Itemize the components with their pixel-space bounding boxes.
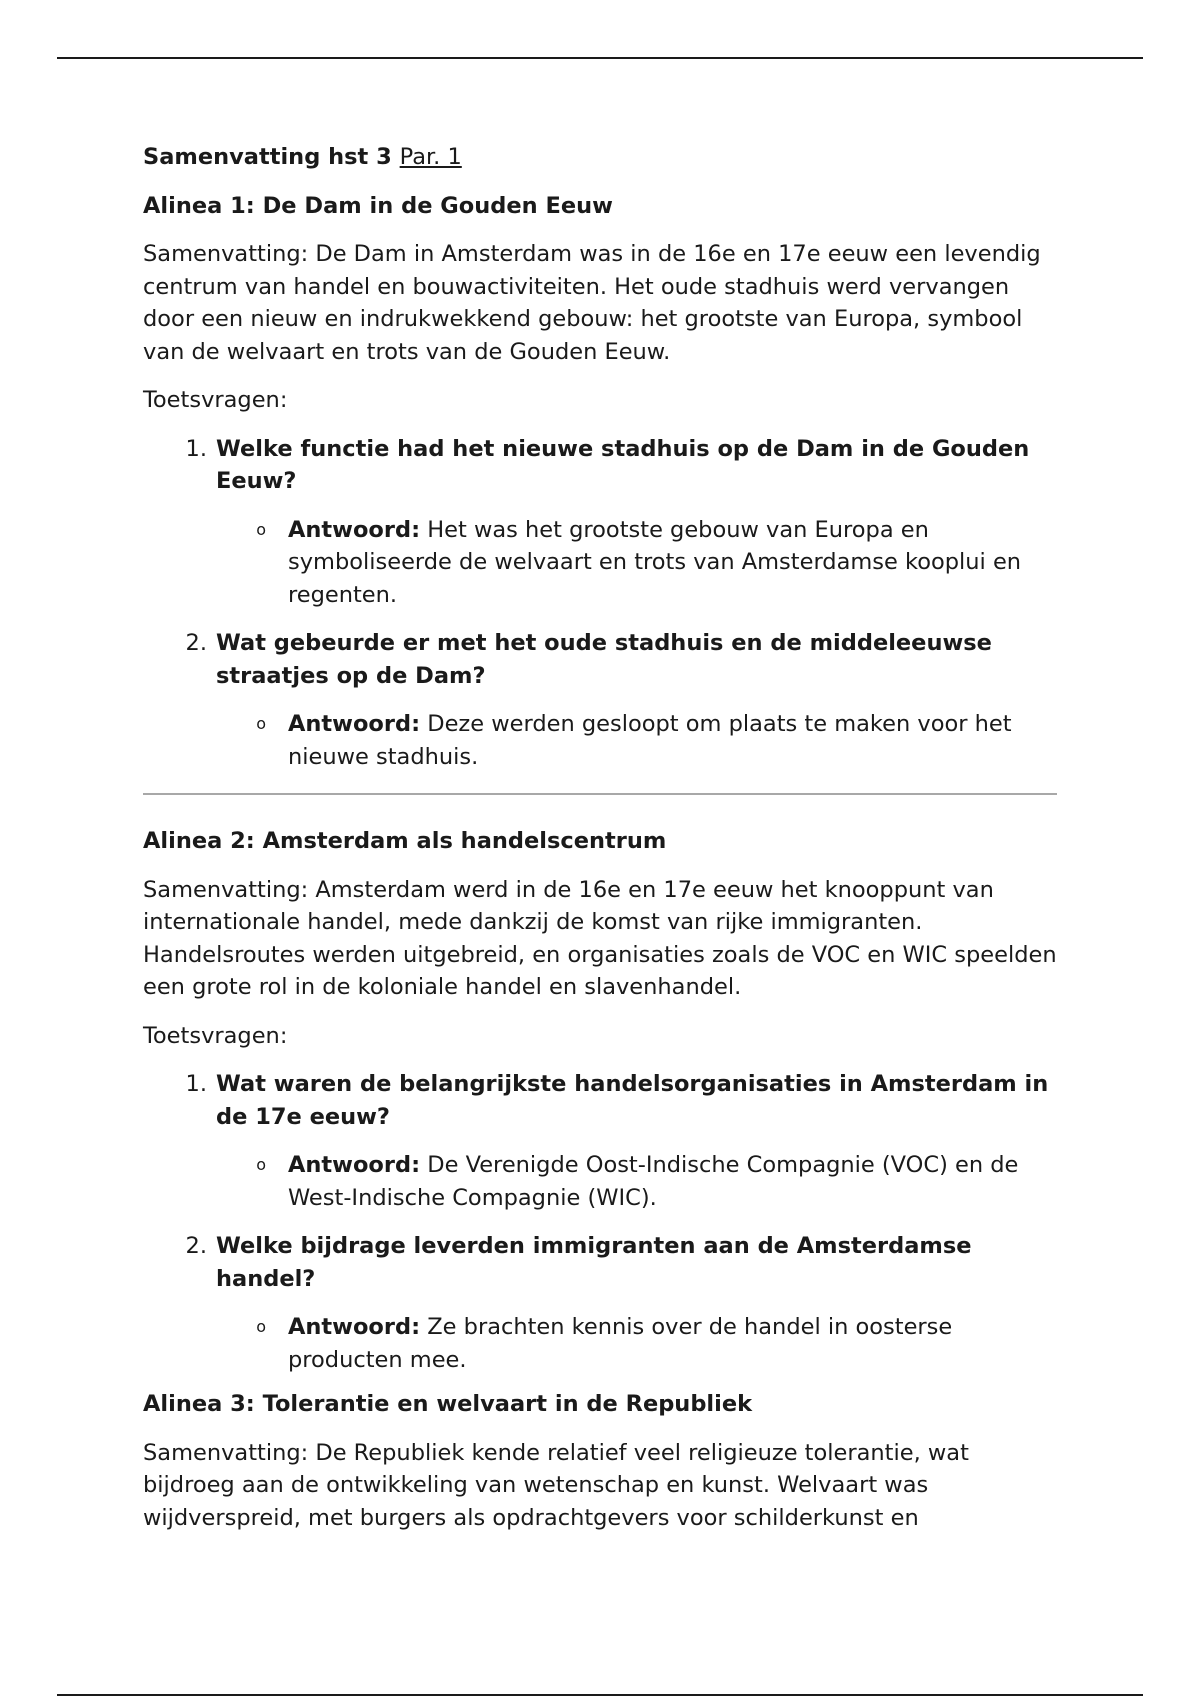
question-number: 2. [185,630,207,656]
question-item [143,1068,1063,1214]
answer-label: Antwoord: [288,1152,421,1178]
question-text: Welke bijdrage leverden immigranten aan de Amsterdamse handel? [216,1233,972,1292]
section-heading: Alinea 1: De Dam in de Gouden Eeuw [143,192,613,219]
answer-item [143,514,1063,612]
hollow-bullet-icon: o [256,1317,266,1336]
questions-label: Toetsvragen: [143,387,288,413]
section-summary: Samenvatting: De Dam in Amsterdam was in de 16e en 17e eeuw een levendig centrum van handel en bouwactiviteiten. Het oude stadhuis werd vervangen door een nieuw en indrukwekkend gebouw: het grootste van Europa, symbool van de welvaart en trots van de Gouden Eeuw. [143,241,1041,365]
section-heading: Alinea 3: Tolerantie en welvaart in de Republiek [143,1391,753,1417]
question-text: Wat gebeurde er met het oude stadhuis en de middeleeuwse straatjes op de Dam? [216,630,992,689]
hollow-bullet-icon: o [256,519,266,539]
document-title-paragraph: Par. 1 [399,144,462,170]
answer-item [143,1149,1063,1214]
answer-label: Antwoord: [288,1314,421,1340]
section-summary: Samenvatting: Amsterdam werd in de 16e en 17e eeuw het knooppunt van internationale handel, mede dankzij de komst van rijke immigranten. Handelsroutes werden uitgebreid, en organisaties zoals de VOC en WIC speelden een grote rol in de koloniale handel en slavenhandel. [143,876,1057,1000]
page-top-rule [57,57,1143,59]
question-text: Welke functie had het nieuwe stadhuis op de Dam in de Gouden Eeuw? [216,435,1030,494]
answer-text: Het was het grootste gebouw van Europa en symboliseerde de welvaart en trots van Amsterdamse kooplui en regenten. [288,516,1022,608]
question-number: 1. [185,435,207,462]
answer-text: De Verenigde Oost-Indische Compagnie (VOC) en de West-Indische Compagnie (WIC). [288,1152,1019,1211]
answer-item [143,1311,1063,1376]
question-item [143,1230,1063,1376]
section-divider [143,793,1057,795]
document-body [143,141,1063,1534]
question-number: 1. [185,1071,207,1097]
answer-label: Antwoord: [288,516,421,543]
questions-label: Toetsvragen: [143,1022,288,1049]
question-text: Wat waren de belangrijkste handelsorganisaties in Amsterdam in de 17e eeuw? [216,1071,1049,1130]
question-item [143,433,1063,612]
document-title [143,141,1063,174]
answer-item [143,708,1063,773]
question-item [143,627,1063,773]
hollow-bullet-icon: o [256,1155,266,1174]
answer-label: Antwoord: [288,711,421,737]
question-list [143,433,1063,774]
hollow-bullet-icon: o [256,714,266,733]
document-title-text: Samenvatting hst 3 [143,144,392,170]
page-bottom-rule [57,1694,1143,1696]
section-heading: Alinea 2: Amsterdam als handelscentrum [143,828,667,854]
answer-text: Deze werden gesloopt om plaats te maken voor het nieuwe stadhuis. [288,711,1012,770]
section-summary: Samenvatting: De Republiek kende relatief veel religieuze tolerantie, wat bijdroeg aan de ontwikkeling van wetenschap en kunst. Welvaart was wijdverspreid, met burgers als opdrachtgevers voor schilderkunst en [143,1439,969,1531]
question-number: 2. [185,1233,207,1259]
question-list [143,1068,1063,1376]
answer-text: Ze brachten kennis over de handel in oosterse producten mee. [288,1314,953,1373]
